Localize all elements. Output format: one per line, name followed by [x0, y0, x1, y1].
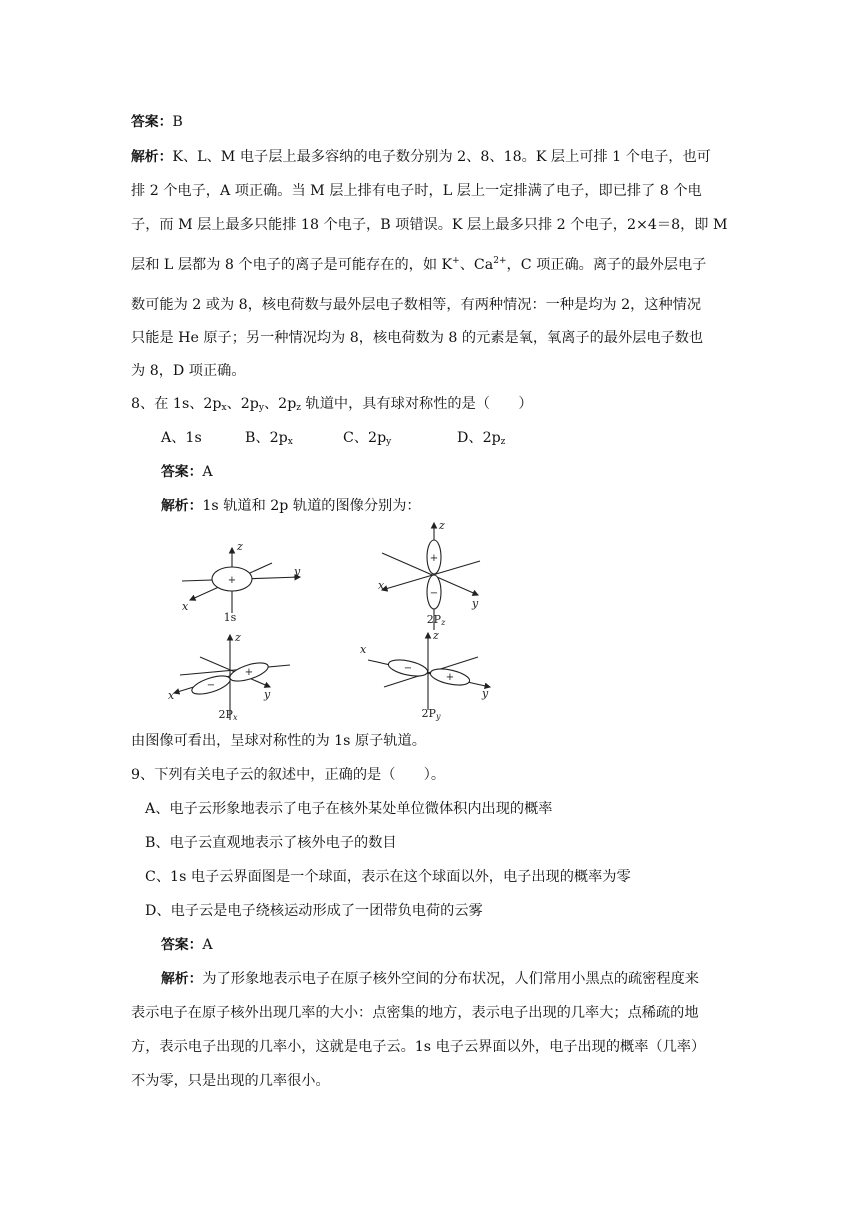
minus-sign: − [206, 680, 216, 691]
analysis-text: 1s 轨道和 2p 轨道的图像分别为： [202, 498, 421, 514]
plus-sign: + [244, 667, 254, 678]
option-c [343, 428, 391, 448]
q9-option-d: D、电子云是电子绕核运动形成了一团带负电荷的云雾 [145, 903, 483, 919]
subscript: z [296, 403, 302, 413]
label-1s: 1s [223, 611, 237, 624]
axis-z-label: z [433, 629, 439, 642]
answer-value: B [172, 114, 183, 130]
subscript: x [287, 437, 293, 447]
axis-x-label: x [182, 600, 189, 613]
axis-z-label: z [235, 631, 241, 644]
analysis-label: 解析： [161, 971, 203, 987]
minus-sign: − [429, 588, 439, 599]
label-2pz [427, 613, 446, 627]
option-b [245, 428, 293, 448]
stem-text: 8、在 1s、2p [131, 396, 222, 412]
q8-stem [131, 394, 533, 414]
label-sub: y [435, 712, 441, 721]
option-text: D、2p [457, 430, 501, 446]
label-2px [219, 708, 238, 722]
label-2py [422, 707, 441, 721]
q9-analysis-line-4: 不为零，只是出现的几率很小。 [131, 1073, 330, 1089]
answer-value: A [202, 937, 213, 953]
option-d [457, 428, 505, 448]
q8-analysis [161, 496, 421, 516]
q7-answer [131, 112, 183, 132]
analysis-label: 解析： [131, 149, 173, 165]
analysis-label: 解析： [161, 498, 203, 514]
q9-stem: 9、下列有关电子云的叙述中，正确的是（ ）。 [131, 767, 446, 783]
q7-analysis-line-2: 排 2 个电子，A 项正确。当 M 层上排有电子时，L 层上一定排满了电子，即已排了 8 个电 [131, 183, 702, 199]
minus-sign: − [403, 663, 413, 674]
axis-x-label: x [360, 643, 367, 656]
q9-analysis-line-3: 方，表示电子出现的几率小，这就是电子云。1s 电子云界面以外，电子出现的概率（几率） [131, 1039, 706, 1055]
q7-analysis-line-1 [131, 147, 711, 167]
q7-analysis-line-7: 为 8，D 项正确。 [131, 363, 246, 379]
answer-label: 答案： [161, 937, 203, 953]
q8-conclusion: 由图像可看出，呈球对称性的为 1s 原子轨道。 [131, 733, 426, 749]
plus-sign: + [445, 672, 455, 683]
k-ion-charge: + [452, 256, 460, 266]
label-text: 2P [421, 707, 436, 720]
axis-z-label: z [237, 540, 243, 553]
orbital-2py-diagram [368, 633, 490, 710]
axis-y-label: y [294, 565, 301, 578]
q9-answer [161, 935, 213, 955]
q7-analysis-line-6: 只能是 He 原子；另一种情况均为 8，核电荷数为 8 的元素是氧，氧离子的最外层电子数也 [131, 330, 704, 346]
option-a: A、1s [161, 430, 202, 446]
axis-y-label: y [472, 597, 479, 610]
label-sub: x [232, 713, 238, 722]
analysis-text: K、L、M 电子层上最多容纳的电子数分别为 2、8、18。K 层上可排 1 个电子，也可 [172, 149, 711, 165]
answer-label: 答案： [161, 464, 203, 480]
q9-analysis-line-1 [161, 969, 699, 989]
axis-x-label: x [378, 579, 385, 592]
orbital-1s-diagram [182, 548, 300, 613]
axis-y-label: y [264, 688, 271, 701]
q9-analysis-line-2: 表示电子在原子核外出现几率的大小：点密集的地方，表示电子出现的几率大；点稀疏的地 [131, 1005, 699, 1021]
q7-analysis-line-4 [131, 255, 706, 275]
answer-value: A [202, 464, 213, 480]
plus-sign: + [227, 575, 237, 586]
label-text: 2P [218, 708, 233, 721]
stem-text: 轨道中，具有球对称性的是（ ） [301, 396, 533, 412]
q9-option-b: B、电子云直观地表示了核外电子的数目 [145, 835, 397, 851]
answer-label: 答案： [131, 114, 173, 130]
subscript: z [500, 437, 506, 447]
axis-y-label: y [482, 687, 489, 700]
stem-text: 、2p [226, 396, 259, 412]
orbital-figure [160, 515, 540, 725]
analysis-text: 为了形象地表示电子在原子核外空间的分布状况，人们常用小黑点的疏密程度来 [202, 971, 699, 987]
q9-option-c: C、1s 电子云界面图是一个球面，表示在这个球面以外，电子出现的概率为零 [145, 869, 631, 885]
subscript: y [386, 437, 392, 447]
option-text: C、2p [343, 430, 387, 446]
plus-sign: + [429, 553, 439, 564]
axis-x-label: x [168, 689, 175, 702]
q7-analysis-line-3: 子，而 M 层上最多只能排 18 个电子，B 项错误。K 层上最多只排 2 个电子，2×4＝8，即 M [131, 217, 728, 233]
q8-answer [161, 462, 213, 482]
stem-text: 、2p [263, 396, 297, 412]
analysis-text: 、Ca [459, 257, 494, 273]
ca-ion-charge: 2+ [493, 256, 507, 266]
q7-analysis-line-5: 数可能为 2 或为 8，核电荷数与最外层电子数相等，有两种情况：一种是均为 2，这种情况 [131, 297, 702, 313]
analysis-text: ，C 项正确。离子的最外层电子 [506, 257, 707, 273]
label-text: 2P [426, 613, 442, 626]
subscript: y [258, 403, 264, 413]
subscript: x [221, 403, 227, 413]
analysis-text: 层和 L 层都为 8 个电子的离子是可能存在的，如 K [131, 257, 453, 273]
q9-option-a: A、电子云形象地表示了电子在核外某处单位微体积内出现的概率 [145, 801, 553, 817]
option-text: B、2p [245, 430, 288, 446]
axis-z-label: z [439, 519, 445, 532]
label-sub: z [441, 618, 446, 627]
